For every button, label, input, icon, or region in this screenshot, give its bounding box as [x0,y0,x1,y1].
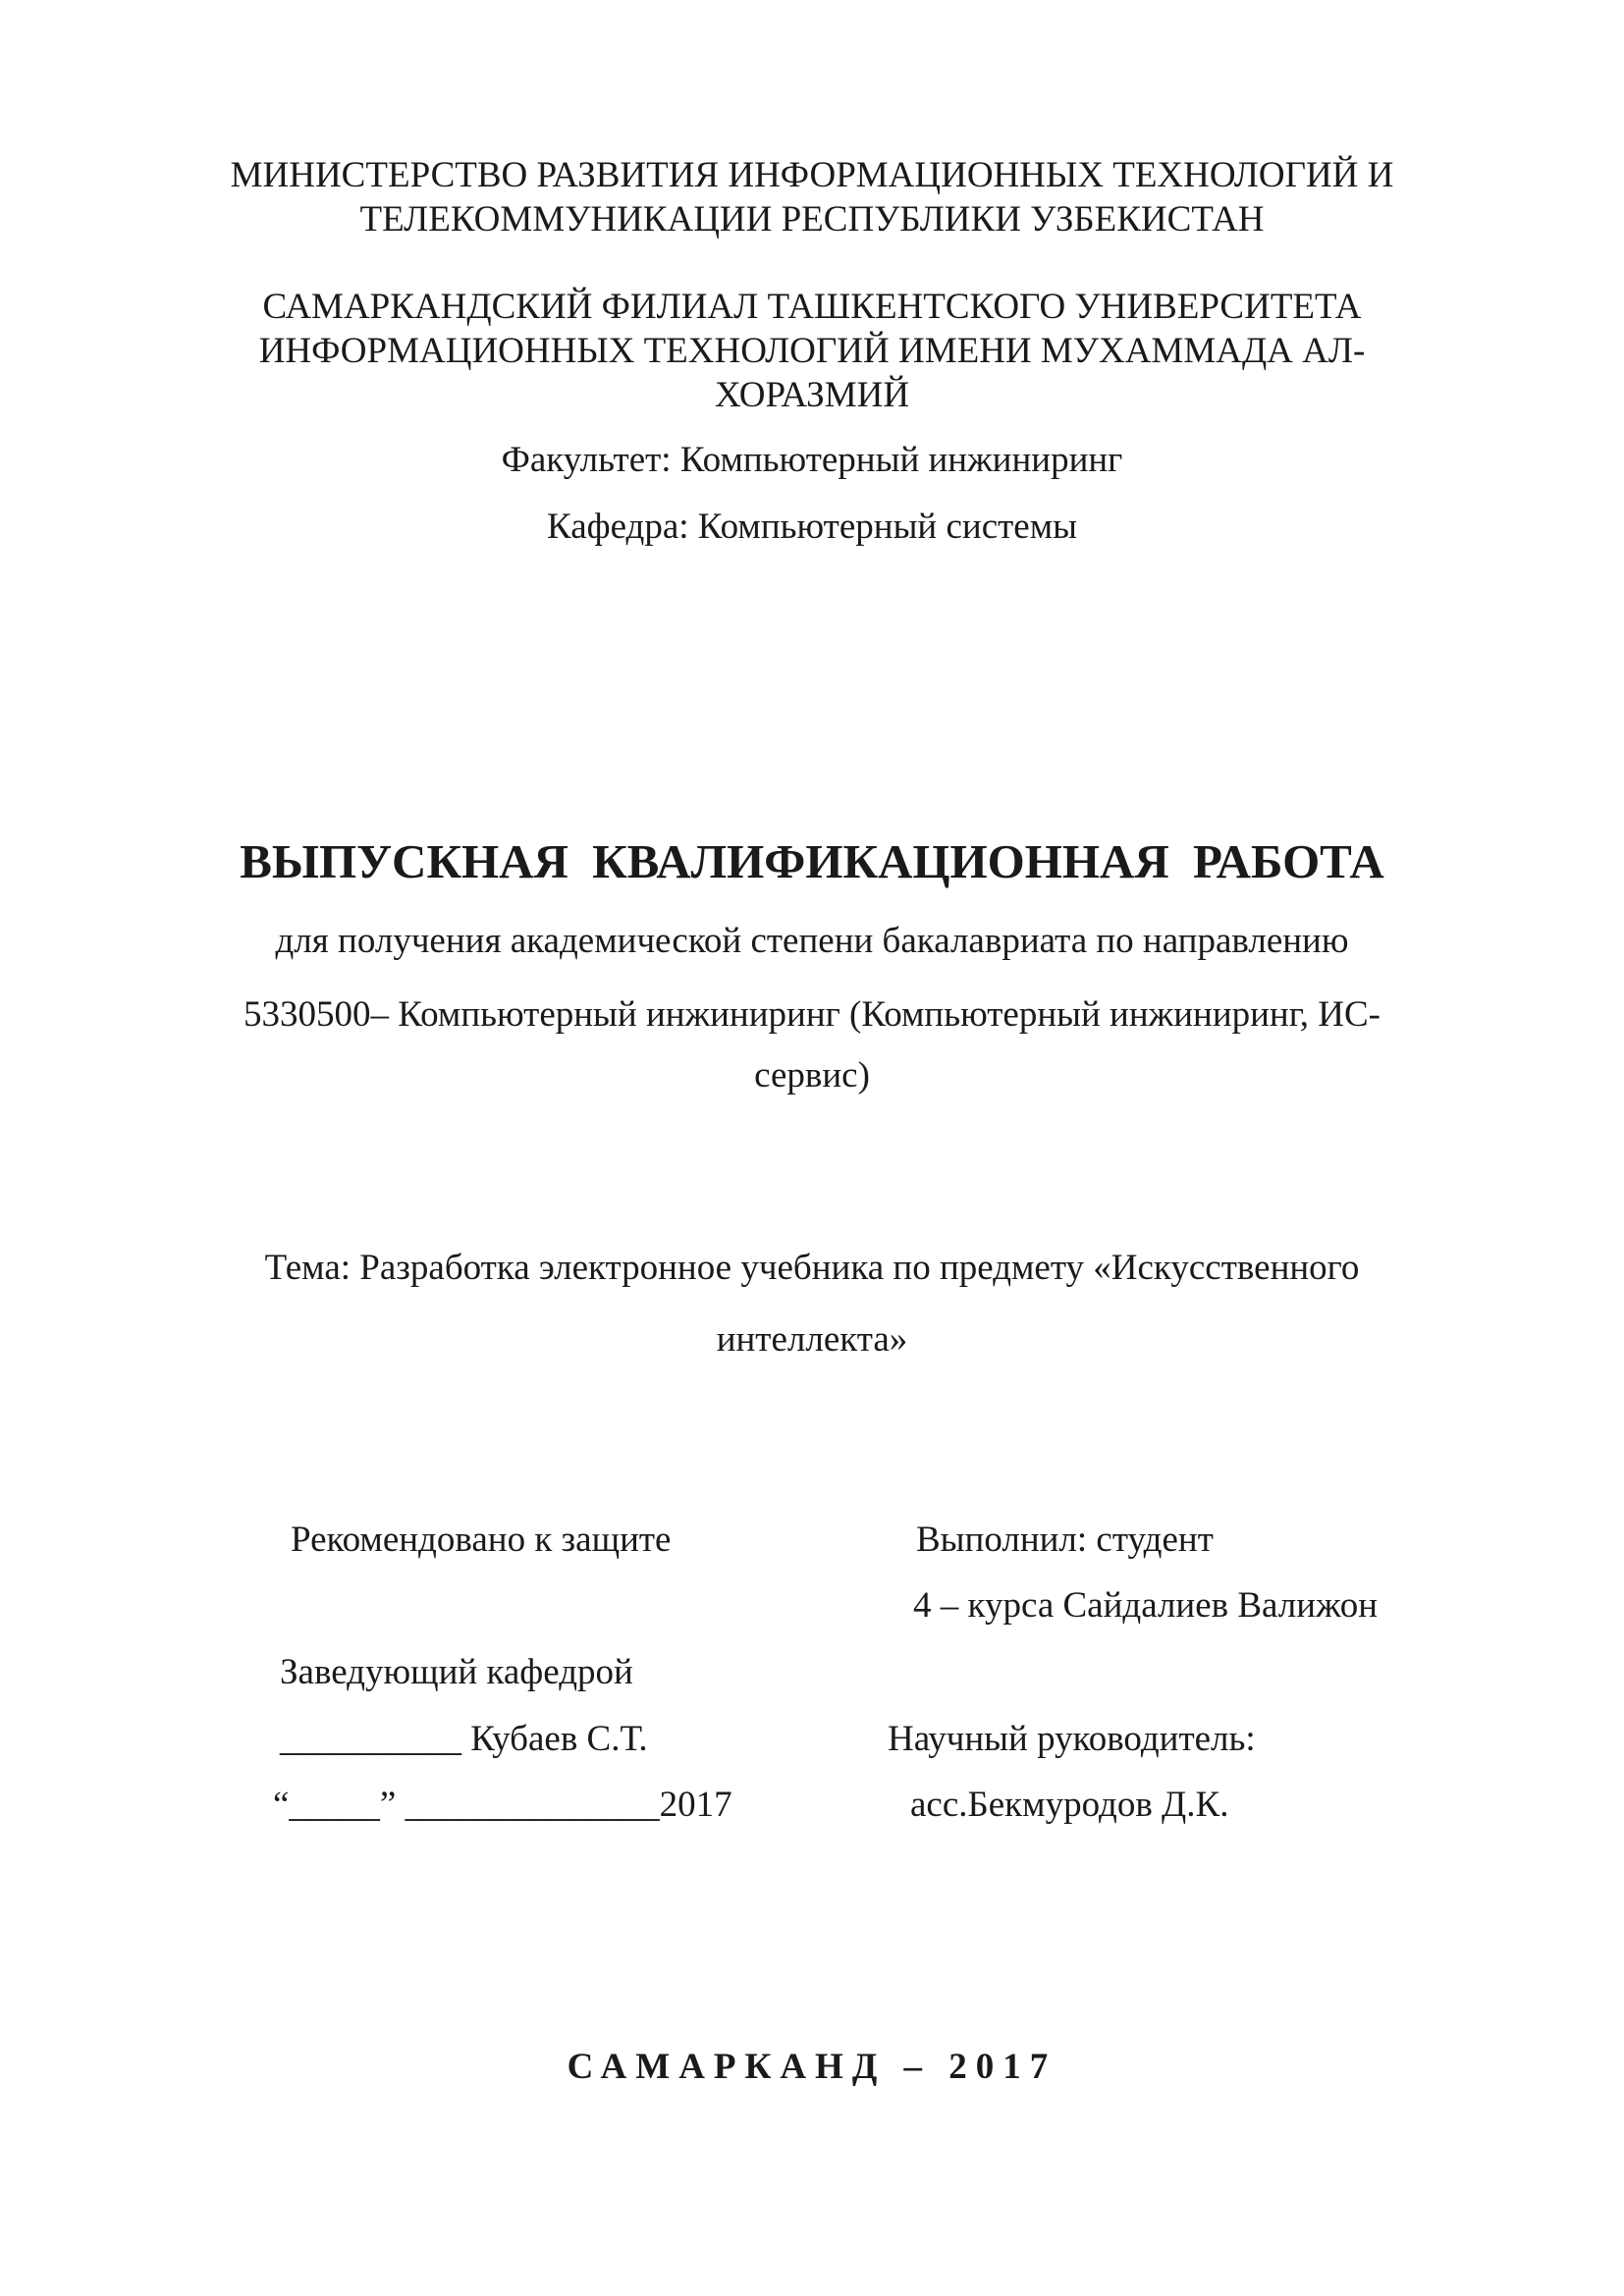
ministry-line-2: ТЕЛЕКОММУНИКАЦИИ РЕСПУБЛИКИ УЗБЕКИСТАН [359,199,1265,240]
date-line: “_____” ______________2017 [273,1785,732,1825]
topic-line-2: интеллекта» [716,1319,908,1360]
purpose-line-2: 5330500– Компьютерный инжиниринг (Компьютерный инжиниринг, ИС- [244,994,1380,1035]
branch-line-2: ИНФОРМАЦИОННЫХ ТЕХНОЛОГИЙ ИМЕНИ МУХАММАДА АЛ- [258,331,1366,371]
head-of-department-signature: __________ Кубаев С.Т. [280,1719,648,1759]
performed-by-label: Выполнил: студент [916,1520,1214,1560]
head-of-department-label: Заведующий кафедрой [280,1652,633,1692]
ministry-line-1: МИНИСТЕРСТВО РАЗВИТИЯ ИНФОРМАЦИОННЫХ ТЕХНОЛОГИЙ И [230,155,1394,195]
city-year: САМАРКАНД – 2017 [567,2047,1057,2087]
branch-line-3: ХОРАЗМИЙ [714,375,910,415]
supervisor-label: Научный руководитель: [888,1719,1256,1759]
recommended-label: Рекомендовано к защите [291,1520,672,1560]
student-name: 4 – курса Сайдалиев Валижон [913,1585,1379,1626]
branch-line-1: САМАРКАНДСКИЙ ФИЛИАЛ ТАШКЕНТСКОГО УНИВЕРСИТЕТА [262,287,1362,327]
purpose-line-3: сервис) [754,1055,870,1095]
document-title: ВЫПУСКНАЯ КВАЛИФИКАЦИОННАЯ РАБОТА [240,834,1384,888]
department: Кафедра: Компьютерный системы [547,507,1077,547]
purpose-line-1: для получения академической степени бакалавриата по направлению [275,921,1349,961]
supervisor-name: асс.Бекмуродов Д.К. [910,1785,1229,1825]
faculty: Факультет: Компьютерный инжиниринг [501,440,1123,480]
topic-line-1: Тема: Разработка электронное учебника по предмету «Искусственного [264,1248,1360,1288]
